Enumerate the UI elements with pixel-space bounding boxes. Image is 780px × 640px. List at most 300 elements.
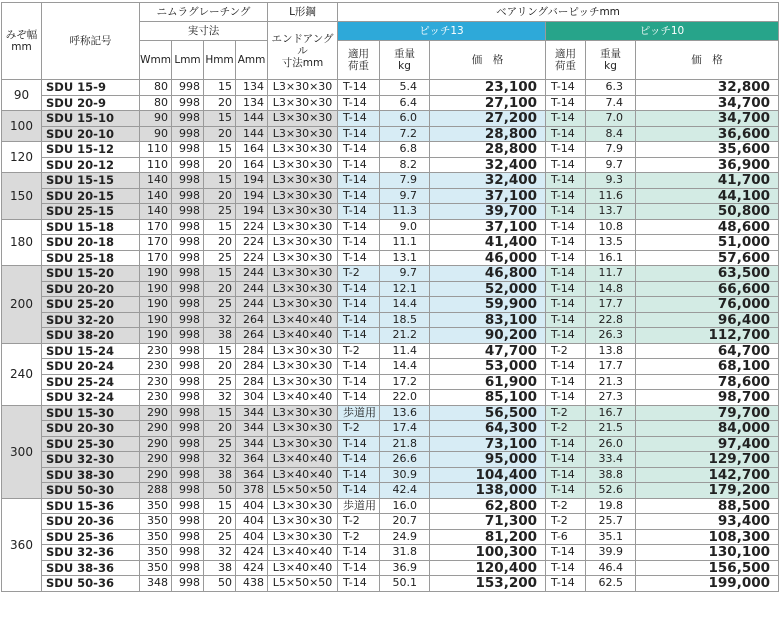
load-10: T-14 [546, 142, 586, 158]
price-13: 46,000 [430, 250, 546, 266]
weight-10: 6.3 [586, 80, 636, 96]
load-10: T-14 [546, 452, 586, 468]
price-13: 90,200 [430, 328, 546, 344]
load-10: T-14 [546, 359, 586, 375]
end-angle: L5×50×50 [268, 483, 338, 499]
load-10: T-2 [546, 343, 586, 359]
dim-a: 224 [236, 250, 268, 266]
dim-l: 998 [172, 436, 204, 452]
product-code: SDU 15-18 [42, 219, 140, 235]
dim-w: 290 [140, 467, 172, 483]
weight-13: 9.7 [380, 266, 430, 282]
price-10: 44,100 [636, 188, 779, 204]
weight-13: 24.9 [380, 529, 430, 545]
dim-a: 424 [236, 545, 268, 561]
load-13: T-14 [338, 142, 380, 158]
weight-10: 26.3 [586, 328, 636, 344]
dim-w: 288 [140, 483, 172, 499]
price-10: 112,700 [636, 328, 779, 344]
table-row [2, 576, 779, 592]
table-row [2, 328, 779, 344]
header-h: Hmm [204, 41, 236, 80]
load-13: T-14 [338, 328, 380, 344]
weight-10: 38.8 [586, 467, 636, 483]
product-code: SDU 20-10 [42, 126, 140, 142]
header-bearing-pitch: ベアリングバーピッチmm [338, 3, 779, 22]
weight-13: 30.9 [380, 467, 430, 483]
dim-a: 344 [236, 405, 268, 421]
product-code: SDU 32-24 [42, 390, 140, 406]
dim-a: 424 [236, 560, 268, 576]
dim-a: 304 [236, 390, 268, 406]
dim-a: 264 [236, 312, 268, 328]
product-code: SDU 25-15 [42, 204, 140, 220]
header-w: Wmm [140, 41, 172, 80]
table-row [2, 250, 779, 266]
dim-a: 284 [236, 343, 268, 359]
load-10: T-14 [546, 157, 586, 173]
table-row [2, 405, 779, 421]
dim-a: 244 [236, 297, 268, 313]
end-angle: L3×30×30 [268, 157, 338, 173]
product-code: SDU 20-12 [42, 157, 140, 173]
groove-width: 120 [2, 142, 42, 173]
dim-l: 998 [172, 142, 204, 158]
groove-width: 150 [2, 173, 42, 220]
load-13: T-14 [338, 359, 380, 375]
price-10: 96,400 [636, 312, 779, 328]
dim-a: 224 [236, 219, 268, 235]
header-grating: ニムラグレーチング [140, 3, 268, 22]
price-10: 199,000 [636, 576, 779, 592]
price-13: 95,000 [430, 452, 546, 468]
end-angle: L3×30×30 [268, 235, 338, 251]
dim-a: 224 [236, 235, 268, 251]
end-angle: L3×30×30 [268, 436, 338, 452]
dim-h: 25 [204, 374, 236, 390]
end-angle: L3×40×40 [268, 328, 338, 344]
end-angle: L3×30×30 [268, 498, 338, 514]
dim-h: 20 [204, 421, 236, 437]
price-13: 53,000 [430, 359, 546, 375]
dim-w: 190 [140, 297, 172, 313]
table-row [2, 157, 779, 173]
weight-13: 14.4 [380, 359, 430, 375]
weight-10: 52.6 [586, 483, 636, 499]
dim-a: 144 [236, 111, 268, 127]
groove-width: 240 [2, 343, 42, 405]
end-angle: L3×30×30 [268, 343, 338, 359]
header-l: Lmm [172, 41, 204, 80]
price-10: 130,100 [636, 545, 779, 561]
weight-13: 12.1 [380, 281, 430, 297]
end-angle: L3×30×30 [268, 111, 338, 127]
dim-l: 998 [172, 514, 204, 530]
weight-13: 21.8 [380, 436, 430, 452]
end-angle: L3×30×30 [268, 219, 338, 235]
header-lshape: L形鋼 [268, 3, 338, 22]
dim-l: 998 [172, 80, 204, 96]
price-13: 153,200 [430, 576, 546, 592]
price-13: 104,400 [430, 467, 546, 483]
load-13: T-14 [338, 250, 380, 266]
load-10: T-14 [546, 111, 586, 127]
dim-h: 15 [204, 173, 236, 189]
product-code: SDU 50-36 [42, 576, 140, 592]
dim-h: 32 [204, 545, 236, 561]
dim-a: 144 [236, 126, 268, 142]
price-10: 34,700 [636, 95, 779, 111]
dim-h: 32 [204, 312, 236, 328]
dim-a: 438 [236, 576, 268, 592]
weight-10: 62.5 [586, 576, 636, 592]
dim-a: 134 [236, 80, 268, 96]
dim-l: 998 [172, 266, 204, 282]
end-angle: L3×30×30 [268, 95, 338, 111]
product-code: SDU 20-36 [42, 514, 140, 530]
dim-a: 404 [236, 514, 268, 530]
dim-w: 290 [140, 436, 172, 452]
end-angle: L3×30×30 [268, 374, 338, 390]
weight-10: 19.8 [586, 498, 636, 514]
product-code: SDU 15-36 [42, 498, 140, 514]
load-13: T-14 [338, 576, 380, 592]
price-10: 129,700 [636, 452, 779, 468]
load-13: T-14 [338, 390, 380, 406]
table-row [2, 80, 779, 96]
price-10: 34,700 [636, 111, 779, 127]
weight-13: 42.4 [380, 483, 430, 499]
groove-width: 180 [2, 219, 42, 266]
dim-h: 20 [204, 235, 236, 251]
weight-10: 13.5 [586, 235, 636, 251]
end-angle: L3×40×40 [268, 312, 338, 328]
load-10: T-14 [546, 266, 586, 282]
dim-h: 25 [204, 529, 236, 545]
table-row [2, 142, 779, 158]
price-10: 48,600 [636, 219, 779, 235]
end-angle: L3×40×40 [268, 390, 338, 406]
dim-l: 998 [172, 359, 204, 375]
dim-h: 20 [204, 188, 236, 204]
weight-10: 9.3 [586, 173, 636, 189]
weight-10: 13.7 [586, 204, 636, 220]
load-10: T-2 [546, 405, 586, 421]
dim-l: 998 [172, 219, 204, 235]
dim-w: 170 [140, 235, 172, 251]
end-angle: L3×30×30 [268, 188, 338, 204]
dim-h: 32 [204, 452, 236, 468]
dim-h: 25 [204, 297, 236, 313]
dim-w: 170 [140, 250, 172, 266]
dim-l: 998 [172, 374, 204, 390]
weight-10: 27.3 [586, 390, 636, 406]
table-row [2, 529, 779, 545]
price-13: 81,200 [430, 529, 546, 545]
dim-h: 15 [204, 219, 236, 235]
dim-h: 15 [204, 405, 236, 421]
weight-13: 11.1 [380, 235, 430, 251]
end-angle: L3×30×30 [268, 173, 338, 189]
end-angle: L3×30×30 [268, 514, 338, 530]
weight-13: 8.2 [380, 157, 430, 173]
load-10: T-2 [546, 421, 586, 437]
load-13: T-14 [338, 235, 380, 251]
load-13: T-14 [338, 188, 380, 204]
table-row [2, 545, 779, 561]
weight-13: 7.9 [380, 173, 430, 189]
groove-width: 360 [2, 498, 42, 591]
load-13: T-14 [338, 452, 380, 468]
load-13: T-2 [338, 514, 380, 530]
price-10: 156,500 [636, 560, 779, 576]
dim-h: 20 [204, 157, 236, 173]
load-10: T-14 [546, 297, 586, 313]
product-code: SDU 32-30 [42, 452, 140, 468]
header-pitch-13: ピッチ13 [338, 22, 546, 41]
price-13: 100,300 [430, 545, 546, 561]
end-angle: L3×30×30 [268, 266, 338, 282]
dim-a: 284 [236, 359, 268, 375]
dim-w: 350 [140, 529, 172, 545]
dim-l: 998 [172, 95, 204, 111]
dim-l: 998 [172, 576, 204, 592]
dim-l: 998 [172, 173, 204, 189]
header-price-10: 価 格 [636, 41, 779, 80]
end-angle: L3×30×30 [268, 142, 338, 158]
dim-w: 350 [140, 514, 172, 530]
load-10: T-14 [546, 312, 586, 328]
header-end-angle: エンドアングル 寸法mm [268, 22, 338, 80]
weight-10: 17.7 [586, 297, 636, 313]
table-row [2, 312, 779, 328]
dim-h: 20 [204, 359, 236, 375]
table-row [2, 126, 779, 142]
end-angle: L3×30×30 [268, 250, 338, 266]
load-13: T-14 [338, 219, 380, 235]
header-weight-10: 重量 kg [586, 41, 636, 80]
dim-a: 404 [236, 498, 268, 514]
price-10: 36,900 [636, 157, 779, 173]
load-13: T-14 [338, 281, 380, 297]
weight-13: 18.5 [380, 312, 430, 328]
header-load-13: 適用 荷重 [338, 41, 380, 80]
load-13: T-14 [338, 95, 380, 111]
load-10: T-14 [546, 204, 586, 220]
weight-10: 10.8 [586, 219, 636, 235]
product-code: SDU 20-20 [42, 281, 140, 297]
header-a: Amm [236, 41, 268, 80]
price-10: 50,800 [636, 204, 779, 220]
table-row [2, 297, 779, 313]
price-13: 39,700 [430, 204, 546, 220]
load-13: T-14 [338, 204, 380, 220]
dim-h: 38 [204, 560, 236, 576]
header-weight-13: 重量 kg [380, 41, 430, 80]
end-angle: L3×30×30 [268, 297, 338, 313]
weight-13: 9.0 [380, 219, 430, 235]
weight-13: 11.4 [380, 343, 430, 359]
dim-a: 194 [236, 173, 268, 189]
dim-w: 110 [140, 142, 172, 158]
dim-l: 998 [172, 188, 204, 204]
end-angle: L3×30×30 [268, 126, 338, 142]
load-10: T-14 [546, 219, 586, 235]
table-body [2, 80, 779, 592]
price-13: 47,700 [430, 343, 546, 359]
weight-10: 21.3 [586, 374, 636, 390]
price-10: 179,200 [636, 483, 779, 499]
dim-l: 998 [172, 405, 204, 421]
table-row [2, 188, 779, 204]
dim-a: 284 [236, 374, 268, 390]
weight-10: 11.6 [586, 188, 636, 204]
load-13: T-14 [338, 111, 380, 127]
end-angle: L3×40×40 [268, 560, 338, 576]
dim-l: 998 [172, 421, 204, 437]
end-angle: L3×40×40 [268, 467, 338, 483]
dim-w: 170 [140, 219, 172, 235]
dim-w: 290 [140, 452, 172, 468]
price-13: 61,900 [430, 374, 546, 390]
price-10: 36,600 [636, 126, 779, 142]
dim-h: 25 [204, 250, 236, 266]
table-row [2, 514, 779, 530]
dim-h: 20 [204, 281, 236, 297]
price-13: 27,200 [430, 111, 546, 127]
load-10: T-14 [546, 576, 586, 592]
load-10: T-14 [546, 281, 586, 297]
load-10: T-14 [546, 95, 586, 111]
load-10: T-2 [546, 498, 586, 514]
weight-13: 13.6 [380, 405, 430, 421]
load-13: T-14 [338, 312, 380, 328]
product-code: SDU 38-30 [42, 467, 140, 483]
table-row [2, 374, 779, 390]
price-10: 32,800 [636, 80, 779, 96]
end-angle: L3×40×40 [268, 545, 338, 561]
dim-h: 32 [204, 390, 236, 406]
load-13: T-14 [338, 560, 380, 576]
dim-w: 140 [140, 173, 172, 189]
groove-width: 200 [2, 266, 42, 344]
dim-l: 998 [172, 467, 204, 483]
table-row [2, 219, 779, 235]
load-10: T-14 [546, 390, 586, 406]
dim-w: 350 [140, 498, 172, 514]
price-10: 93,400 [636, 514, 779, 530]
load-13: T-14 [338, 173, 380, 189]
weight-10: 13.8 [586, 343, 636, 359]
table-row [2, 204, 779, 220]
weight-13: 26.6 [380, 452, 430, 468]
dim-a: 164 [236, 142, 268, 158]
price-10: 51,000 [636, 235, 779, 251]
weight-13: 6.0 [380, 111, 430, 127]
product-code: SDU 25-24 [42, 374, 140, 390]
dim-w: 90 [140, 126, 172, 142]
dim-h: 50 [204, 576, 236, 592]
table-row [2, 343, 779, 359]
price-10: 97,400 [636, 436, 779, 452]
product-code: SDU 32-36 [42, 545, 140, 561]
price-10: 63,500 [636, 266, 779, 282]
dim-w: 290 [140, 421, 172, 437]
weight-10: 46.4 [586, 560, 636, 576]
weight-10: 33.4 [586, 452, 636, 468]
price-10: 41,700 [636, 173, 779, 189]
price-13: 52,000 [430, 281, 546, 297]
dim-w: 230 [140, 374, 172, 390]
load-13: T-14 [338, 126, 380, 142]
product-code: SDU 25-20 [42, 297, 140, 313]
dim-h: 20 [204, 126, 236, 142]
price-13: 85,100 [430, 390, 546, 406]
weight-10: 11.7 [586, 266, 636, 282]
price-10: 66,600 [636, 281, 779, 297]
dim-l: 998 [172, 560, 204, 576]
end-angle: L3×30×30 [268, 80, 338, 96]
weight-10: 25.7 [586, 514, 636, 530]
dim-a: 264 [236, 328, 268, 344]
dim-l: 998 [172, 545, 204, 561]
product-code: SDU 15-9 [42, 80, 140, 96]
product-code: SDU 15-10 [42, 111, 140, 127]
dim-h: 15 [204, 266, 236, 282]
dim-l: 998 [172, 498, 204, 514]
dim-w: 230 [140, 359, 172, 375]
header-price-13: 価 格 [430, 41, 546, 80]
dim-l: 998 [172, 126, 204, 142]
price-10: 64,700 [636, 343, 779, 359]
weight-10: 35.1 [586, 529, 636, 545]
end-angle: L3×40×40 [268, 452, 338, 468]
dim-a: 134 [236, 95, 268, 111]
dim-w: 140 [140, 188, 172, 204]
price-10: 88,500 [636, 498, 779, 514]
price-10: 35,600 [636, 142, 779, 158]
product-code: SDU 25-36 [42, 529, 140, 545]
load-10: T-14 [546, 560, 586, 576]
price-table-container [1, 2, 778, 592]
weight-10: 7.0 [586, 111, 636, 127]
price-13: 64,300 [430, 421, 546, 437]
weight-13: 6.8 [380, 142, 430, 158]
dim-h: 20 [204, 514, 236, 530]
dim-w: 80 [140, 80, 172, 96]
price-13: 62,800 [430, 498, 546, 514]
dim-l: 998 [172, 343, 204, 359]
product-code: SDU 15-20 [42, 266, 140, 282]
load-13: T-14 [338, 545, 380, 561]
dim-h: 15 [204, 498, 236, 514]
table-row [2, 452, 779, 468]
price-10: 57,600 [636, 250, 779, 266]
dim-h: 15 [204, 343, 236, 359]
weight-13: 17.2 [380, 374, 430, 390]
end-angle: L3×30×30 [268, 359, 338, 375]
price-10: 108,300 [636, 529, 779, 545]
price-13: 41,400 [430, 235, 546, 251]
table-row [2, 498, 779, 514]
weight-13: 21.2 [380, 328, 430, 344]
weight-10: 39.9 [586, 545, 636, 561]
dim-w: 190 [140, 266, 172, 282]
load-10: T-14 [546, 328, 586, 344]
load-13: T-14 [338, 80, 380, 96]
header-width: みぞ幅 mm [2, 3, 42, 80]
price-13: 28,800 [430, 142, 546, 158]
